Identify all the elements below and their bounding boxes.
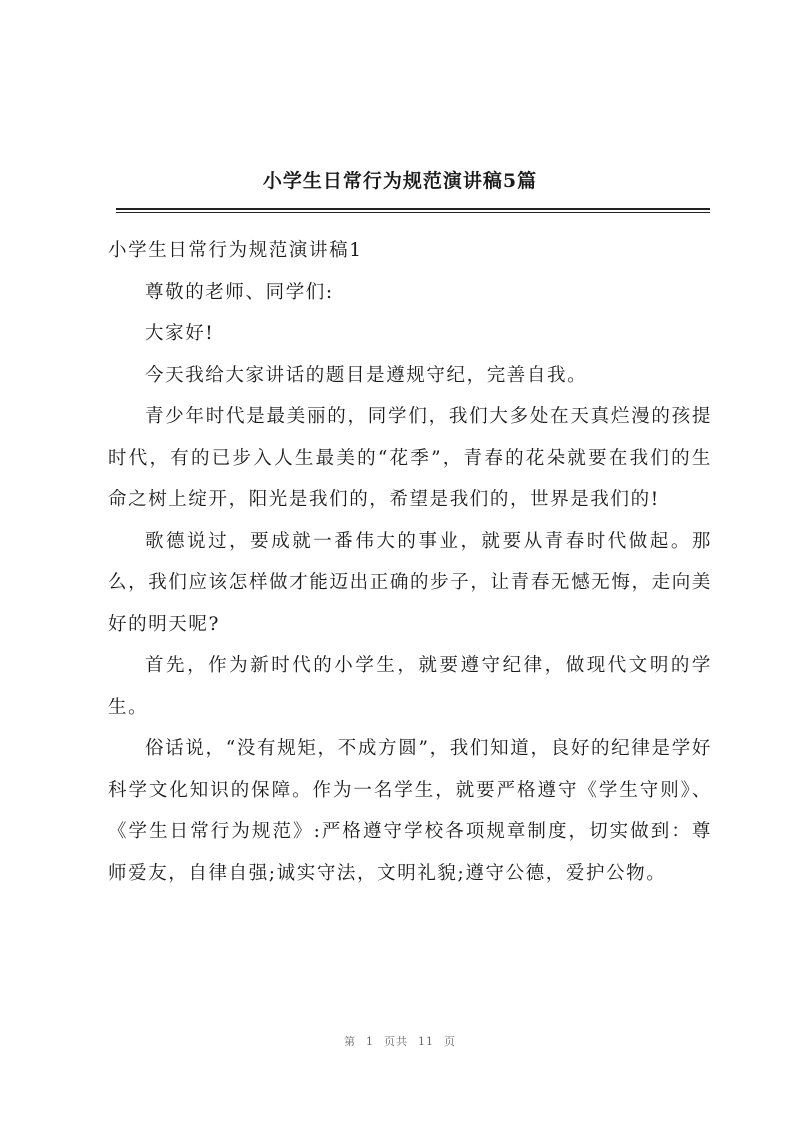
footer-prefix: 第 xyxy=(344,1035,356,1048)
paragraph-topic: 今天我给大家讲话的题目是遵规守纪，完善自我。 xyxy=(145,364,588,386)
title-divider xyxy=(116,208,710,213)
footer-current-page: 1 xyxy=(366,1035,374,1048)
section-heading: 小学生日常行为规范演讲稿1 xyxy=(108,240,363,261)
document-body xyxy=(108,230,712,894)
paragraph-greeting: 大家好! xyxy=(145,323,215,344)
paragraph-youth: 青少年时代是最美丽的，同学们，我们大多处在天真烂漫的孩提时代，有的已步入人生最美的“花季”，青春的花朵就要在我们的生命之树上绽开，阳光是我们的，希望是我们的，世界是我们的! xyxy=(108,406,712,510)
paragraph-first: 首先，作为新时代的小学生，就要遵守纪律，做现代文明的学生。 xyxy=(108,655,712,718)
paragraph-rules: 俗话说，“没有规矩，不成方圆”，我们知道，良好的纪律是学好科学文化知识的保障。作为一名学生，就要严格遵守《学生守则》、《学生日常行为规范》:严格遵守学校各项规章制度，切实做到：尊师爱友，自律自强;诚实守法，文明礼貌;遵守公德，爱护公物。 xyxy=(108,738,712,884)
footer-total-pages: 11 xyxy=(418,1035,434,1048)
footer-middle: 页共 xyxy=(384,1035,408,1048)
paragraph-goethe: 歌德说过，要成就一番伟大的事业，就要从青春时代做起。那么，我们应该怎样做才能迈出正确的步子，让青春无憾无悔，走向美好的明天呢? xyxy=(108,530,712,635)
paragraph-salutation: 尊敬的老师、同学们: xyxy=(145,281,334,303)
footer-suffix: 页 xyxy=(444,1035,456,1048)
page-footer xyxy=(0,1033,800,1049)
document-title: 小学生日常行为规范演讲稿5篇 xyxy=(262,170,538,192)
